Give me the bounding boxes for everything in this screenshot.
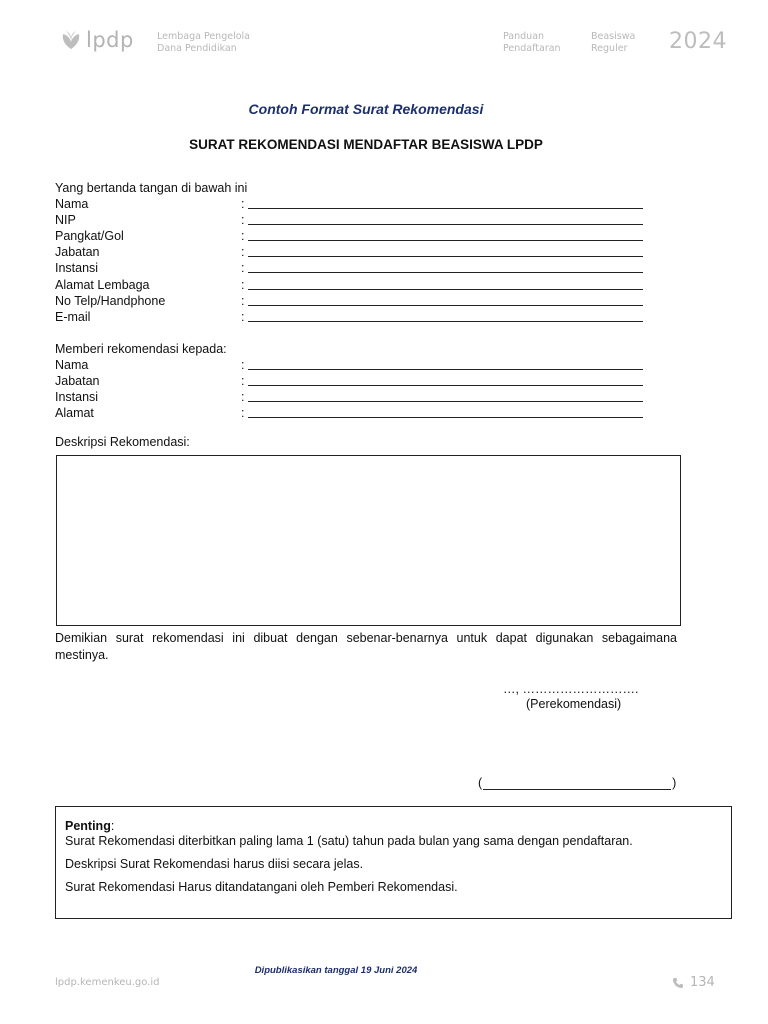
document-title: Contoh Format Surat Rekomendasi bbox=[248, 101, 484, 117]
note-item: Deskripsi Surat Rekomendasi harus diisi secara jelas. bbox=[65, 857, 364, 871]
description-label bbox=[55, 434, 655, 450]
org-name-line2: Dana Pendidikan bbox=[157, 43, 237, 54]
fill-in-line bbox=[248, 369, 643, 370]
guide-label-line1: Panduan bbox=[503, 31, 545, 42]
publication-date: Dipublikasikan tanggal 19 Juni 2024 bbox=[254, 965, 418, 976]
field-label: Nama bbox=[55, 357, 89, 372]
signature-blank bbox=[483, 778, 671, 790]
logo-text: lpdp bbox=[86, 28, 134, 52]
note-title bbox=[65, 819, 722, 834]
signer-field-row bbox=[55, 228, 655, 244]
note-item: Surat Rekomendasi diterbitkan paling lama 1 (satu) tahun pada bulan yang sama dengan pendaftaran. bbox=[65, 834, 633, 848]
org-name bbox=[157, 31, 250, 55]
fill-in-line bbox=[248, 305, 643, 306]
recipient-field-row bbox=[55, 373, 655, 389]
signer-field-row bbox=[55, 293, 655, 309]
recipient-field-row bbox=[55, 389, 655, 405]
fill-in-line bbox=[248, 224, 643, 225]
leaf-logo-icon bbox=[60, 29, 82, 51]
guide-label-line2: Pendaftaran bbox=[503, 43, 561, 54]
recipient-intro bbox=[55, 341, 655, 357]
fill-in-line bbox=[248, 240, 643, 241]
field-label: E-mail bbox=[55, 309, 91, 324]
field-label: Jabatan bbox=[55, 374, 100, 389]
fill-in-line bbox=[248, 208, 643, 209]
guide-label bbox=[503, 31, 561, 55]
field-label: No Telp/Handphone bbox=[55, 293, 166, 308]
field-colon: : bbox=[241, 229, 245, 244]
fill-in-line bbox=[248, 385, 643, 386]
page-number bbox=[672, 975, 715, 990]
recipient-intro-text: Memberi rekomendasi kepada: bbox=[55, 341, 227, 356]
phone-icon bbox=[672, 977, 684, 989]
note-title-colon: : bbox=[110, 819, 115, 833]
fill-in-line bbox=[248, 321, 643, 322]
fill-in-line bbox=[248, 289, 643, 290]
field-label: Pangkat/Gol bbox=[55, 229, 124, 244]
letter-title: SURAT REKOMENDASI MENDAFTAR BEASISWA LPDP bbox=[189, 137, 543, 152]
recommender-label: (Perekomendasi) bbox=[526, 697, 622, 711]
signer-field-row bbox=[55, 277, 655, 293]
program-label bbox=[591, 31, 635, 55]
field-label: NIP bbox=[55, 213, 76, 228]
note-title-text: Penting bbox=[65, 819, 111, 833]
field-label: Alamat Lembaga bbox=[55, 277, 150, 292]
signature-line bbox=[478, 776, 676, 790]
field-colon: : bbox=[241, 197, 245, 212]
field-colon: : bbox=[241, 406, 245, 421]
signer-field-row bbox=[55, 244, 655, 260]
field-colon: : bbox=[241, 245, 245, 260]
important-note-box bbox=[55, 806, 732, 919]
field-label: Jabatan bbox=[55, 245, 100, 260]
place-date: …, ………………………. bbox=[503, 682, 639, 696]
field-colon: : bbox=[241, 309, 245, 324]
description-label-text: Deskripsi Rekomendasi: bbox=[55, 435, 190, 450]
recipient-field-row bbox=[55, 405, 655, 421]
field-colon: : bbox=[241, 277, 245, 292]
field-label: Instansi bbox=[55, 390, 99, 405]
sign-open-paren: ( bbox=[478, 776, 483, 790]
note-item: Surat Rekomendasi Harus ditandatangani oleh Pemberi Rekomendasi. bbox=[65, 880, 458, 894]
field-colon: : bbox=[241, 357, 245, 372]
description-box bbox=[56, 455, 681, 626]
fill-in-line bbox=[248, 401, 643, 402]
closing-paragraph: Demikian surat rekomendasi ini dibuat dengan sebenar-benarnya untuk dapat digunakan sebagaimana mestinya. bbox=[55, 631, 677, 662]
signer-intro-text: Yang bertanda tangan di bawah ini bbox=[55, 181, 248, 195]
fill-in-line bbox=[248, 417, 643, 418]
footer-url[interactable]: lpdp.kemenkeu.go.id bbox=[55, 977, 160, 988]
signer-field-row bbox=[55, 260, 655, 276]
header-year: 2024 bbox=[669, 29, 727, 54]
field-colon: : bbox=[241, 374, 245, 389]
field-colon: : bbox=[241, 213, 245, 228]
sign-close-paren: ) bbox=[672, 776, 677, 790]
org-name-line1: Lembaga Pengelola bbox=[157, 31, 250, 42]
fill-in-line bbox=[248, 256, 643, 257]
lpdp-logo bbox=[60, 28, 134, 52]
recipient-field-row bbox=[55, 357, 655, 373]
program-label-line1: Beasiswa bbox=[591, 31, 636, 42]
signer-intro bbox=[55, 180, 655, 196]
field-colon: : bbox=[241, 390, 245, 405]
field-label: Instansi bbox=[55, 261, 99, 276]
signer-field-row bbox=[55, 196, 655, 212]
field-label: Alamat bbox=[55, 406, 94, 421]
signer-field-row bbox=[55, 212, 655, 228]
signer-field-row bbox=[55, 309, 655, 325]
field-label: Nama bbox=[55, 197, 89, 212]
page-number-text: 134 bbox=[690, 975, 715, 990]
recommendation-form bbox=[55, 180, 655, 450]
program-label-line2: Reguler bbox=[591, 43, 628, 54]
field-colon: : bbox=[241, 261, 245, 276]
fill-in-line bbox=[248, 272, 643, 273]
field-colon: : bbox=[241, 293, 245, 308]
